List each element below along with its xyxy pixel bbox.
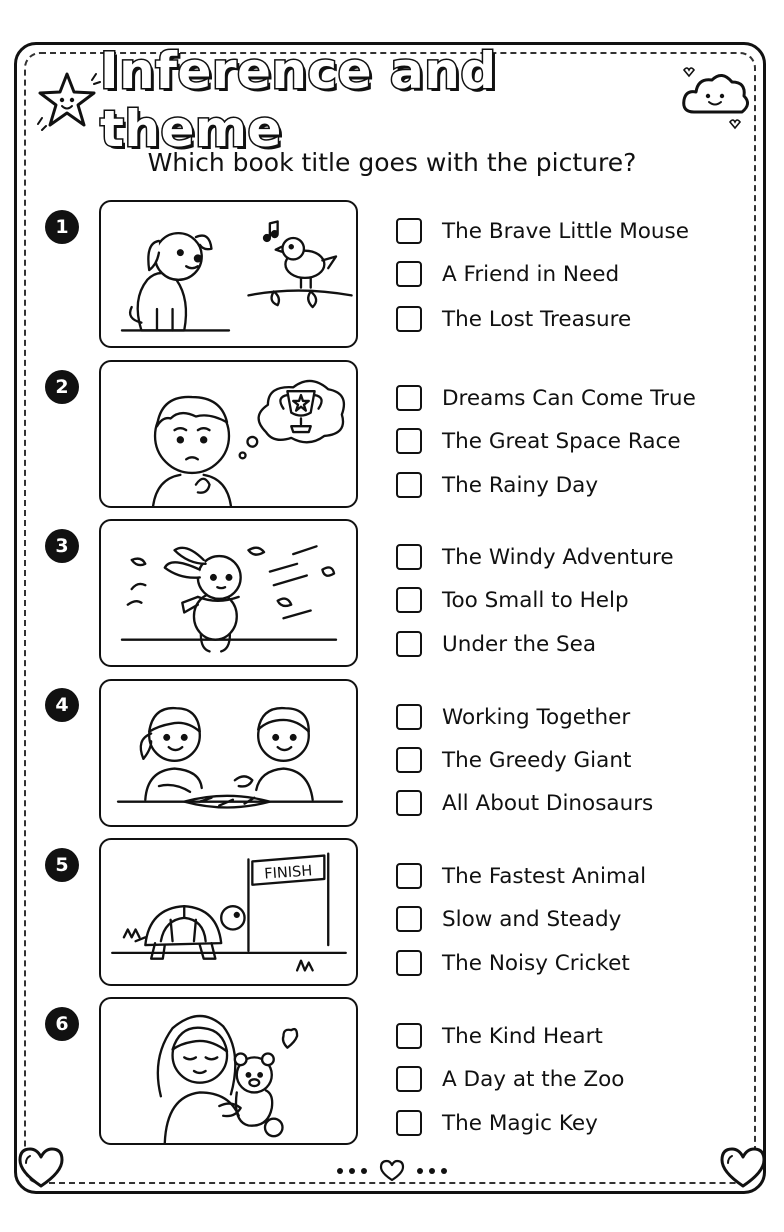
option-label: Working Together xyxy=(442,704,631,730)
question-number: 4 xyxy=(45,688,79,722)
option-label: The Windy Adventure xyxy=(442,544,674,570)
question-picture xyxy=(99,360,358,508)
option-label: Under the Sea xyxy=(442,631,597,657)
option-label: Slow and Steady xyxy=(442,906,622,932)
title-text: Inference and theme xyxy=(100,42,497,158)
question-number: 2 xyxy=(45,370,79,404)
answer-option[interactable] xyxy=(396,702,630,732)
question-picture xyxy=(99,200,358,348)
answer-checkbox[interactable] xyxy=(396,306,422,332)
dot xyxy=(441,1168,447,1174)
heart-icon xyxy=(379,1159,405,1183)
answer-checkbox[interactable] xyxy=(396,950,422,976)
footer-ornament xyxy=(322,1156,462,1186)
question-picture xyxy=(99,838,358,986)
option-label: A Day at the Zoo xyxy=(442,1066,625,1092)
dot xyxy=(417,1168,423,1174)
question-picture xyxy=(99,997,358,1145)
option-label: The Rainy Day xyxy=(442,472,599,498)
answer-option[interactable] xyxy=(396,542,674,572)
answer-option[interactable] xyxy=(396,259,619,289)
dot xyxy=(429,1168,435,1174)
answer-checkbox[interactable] xyxy=(396,261,422,287)
answer-option[interactable] xyxy=(396,304,631,334)
option-label: The Brave Little Mouse xyxy=(442,218,689,244)
answer-checkbox[interactable] xyxy=(396,704,422,730)
question-number: 1 xyxy=(45,210,79,244)
answer-option[interactable] xyxy=(396,470,598,500)
answer-checkbox[interactable] xyxy=(396,218,422,244)
option-label: The Fastest Animal xyxy=(442,863,647,889)
answer-option[interactable] xyxy=(396,745,631,775)
answer-checkbox[interactable] xyxy=(396,747,422,773)
option-label: The Lost Treasure xyxy=(442,306,632,332)
answer-option[interactable] xyxy=(396,216,689,246)
answer-option[interactable] xyxy=(396,629,596,659)
answer-checkbox[interactable] xyxy=(396,790,422,816)
worksheet-title xyxy=(100,42,684,158)
question-picture xyxy=(99,519,358,667)
puppy-and-bird-illustration xyxy=(101,202,356,346)
answer-option[interactable] xyxy=(396,1108,598,1138)
answer-option[interactable] xyxy=(396,904,621,934)
option-label: A Friend in Need xyxy=(442,261,620,287)
answer-option[interactable] xyxy=(396,383,696,413)
option-label: All About Dinosaurs xyxy=(442,790,654,816)
option-label: The Noisy Cricket xyxy=(442,950,630,976)
star-icon xyxy=(34,66,104,136)
heart-icon xyxy=(718,1144,768,1190)
option-label: The Great Space Race xyxy=(442,428,681,454)
heart-icon xyxy=(16,1144,66,1190)
answer-option[interactable] xyxy=(396,1064,624,1094)
answer-checkbox[interactable] xyxy=(396,863,422,889)
answer-checkbox[interactable] xyxy=(396,631,422,657)
option-label: Too Small to Help xyxy=(442,587,629,613)
dot xyxy=(337,1168,343,1174)
dot xyxy=(361,1168,367,1174)
answer-checkbox[interactable] xyxy=(396,385,422,411)
cloud-icon xyxy=(676,62,756,134)
boy-dreaming-illustration xyxy=(101,362,356,506)
turtle-finish-illustration xyxy=(101,840,356,984)
answer-checkbox[interactable] xyxy=(396,1023,422,1049)
option-label: The Greedy Giant xyxy=(442,747,632,773)
question-number: 3 xyxy=(45,529,79,563)
answer-option[interactable] xyxy=(396,948,630,978)
option-label: Dreams Can Come True xyxy=(442,385,696,411)
girl-teddy-illustration xyxy=(101,999,356,1143)
dot xyxy=(349,1168,355,1174)
answer-checkbox[interactable] xyxy=(396,1066,422,1092)
answer-option[interactable] xyxy=(396,426,681,456)
finish-sign-text: FINISH xyxy=(263,862,313,883)
answer-option[interactable] xyxy=(396,1021,603,1051)
answer-checkbox[interactable] xyxy=(396,906,422,932)
answer-checkbox[interactable] xyxy=(396,428,422,454)
instructions: Which book title goes with the picture? xyxy=(147,148,637,177)
answer-checkbox[interactable] xyxy=(396,544,422,570)
question-number: 6 xyxy=(45,1007,79,1041)
kids-puzzle-illustration xyxy=(101,681,356,825)
answer-checkbox[interactable] xyxy=(396,1110,422,1136)
bunny-in-wind-illustration xyxy=(101,521,356,665)
question-number: 5 xyxy=(45,848,79,882)
question-picture xyxy=(99,679,358,827)
answer-option[interactable] xyxy=(396,861,646,891)
option-label: The Kind Heart xyxy=(442,1023,603,1049)
answer-checkbox[interactable] xyxy=(396,587,422,613)
answer-checkbox[interactable] xyxy=(396,472,422,498)
option-label: The Magic Key xyxy=(442,1110,598,1136)
answer-option[interactable] xyxy=(396,585,629,615)
answer-option[interactable] xyxy=(396,788,653,818)
